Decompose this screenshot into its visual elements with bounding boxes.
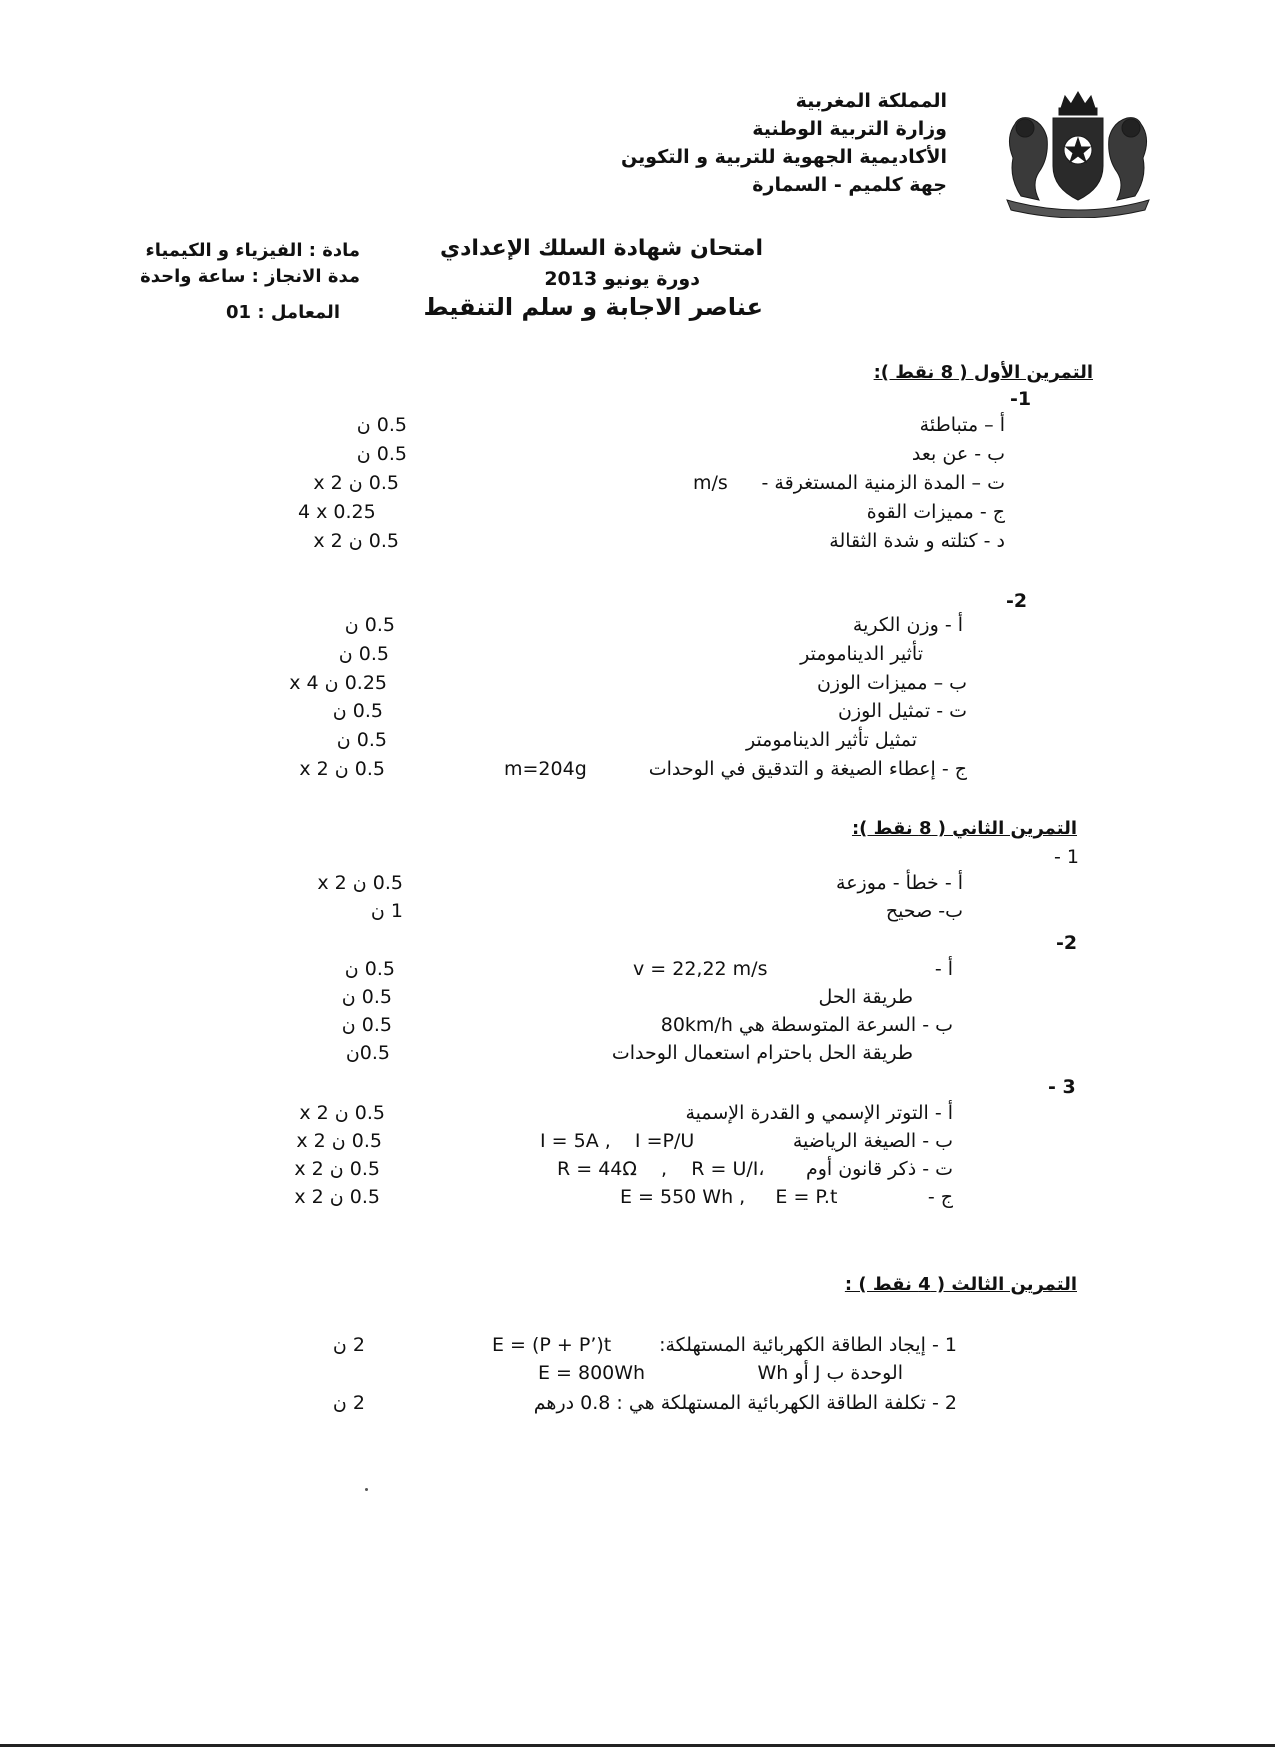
exam-session: دورة يونيو 2013 xyxy=(544,268,700,290)
ex1-q2-b-text: ب – مميزات الوزن xyxy=(816,672,967,694)
ex2-q3-b-extra: I = 5A , I =P/U xyxy=(540,1130,695,1152)
ex1-q2-a-score: 0.5 ن xyxy=(344,614,395,636)
ex2-q3-a-text: أ - التوتر الإسمي و القدرة الإسمية xyxy=(685,1102,953,1124)
ex2-q3-label: - 3 xyxy=(1048,1076,1076,1098)
ex1-q1-j-text: ج - مميزات القوة xyxy=(866,501,1005,523)
ex2-q2-b2-text: طريقة الحل باحترام استعمال الوحدات xyxy=(611,1042,913,1064)
ex2-q3-t-score: 0.5 ن x 2 xyxy=(294,1158,380,1180)
speck xyxy=(365,1488,368,1491)
ex1-q1-t-score: 0.5 ن x 2 xyxy=(313,472,399,494)
ex1-q2-a2-text: تأثير الدينامومتر xyxy=(800,643,923,665)
ex2-q1-a-score: 0.5 ن x 2 xyxy=(317,872,403,894)
ex2-q2-b-text: ب - السرعة المتوسطة هي 80km/h xyxy=(660,1014,953,1036)
ex1-q2-a2-score: 0.5 ن xyxy=(338,643,389,665)
ex3-item3-text: 2 - تكلفة الطاقة الكهربائية المستهلكة هي : 0.8 درهم xyxy=(533,1392,957,1414)
ex1-title: التمرين الأول ( 8 نقط ): xyxy=(873,362,1093,383)
ex1-q1-d-text: د - كتلته و شدة الثقالة xyxy=(829,530,1005,552)
ex2-q2-b2-score: 0.5ن xyxy=(345,1042,390,1064)
ex2-q2-a2-text: طريقة الحل xyxy=(818,986,913,1008)
ex1-q2-j-extra: m=204g xyxy=(504,758,587,780)
exam-subtitle: عناصر الاجابة و سلم التنقيط xyxy=(423,293,763,321)
ex2-q3-j-text: ج - xyxy=(927,1186,953,1208)
ex2-q2-a2-score: 0.5 ن xyxy=(341,986,392,1008)
ex3-item2-extra: E = 800Wh xyxy=(538,1362,646,1384)
exam-coef-label: المعامل xyxy=(270,302,340,323)
ex2-q1-b-text: ب- صحيح xyxy=(885,900,963,922)
ex1-q2-t-text: ت - تمثيل الوزن xyxy=(837,700,967,722)
page-bottom-border xyxy=(0,1744,1275,1747)
ex3-item1-score: 2 ن xyxy=(332,1334,365,1356)
ex3-item1-extra: E = (P + P’)t xyxy=(492,1334,612,1356)
ex3-title: التمرين الثالث ( 4 نقط ) : xyxy=(844,1274,1077,1295)
ex1-q2-j-score: 0.5 ن x 2 xyxy=(299,758,385,780)
ex1-q1-b-text: ب - عن بعد xyxy=(911,443,1005,465)
ex1-q1-b-score: 0.5 ن xyxy=(356,443,407,465)
ex2-q3-b-text: ب - الصيغة الرياضية xyxy=(792,1130,953,1152)
ex3-item2-text: الوحدة ب J أو Wh xyxy=(757,1362,903,1384)
ex2-q3-a-score: 0.5 ن x 2 xyxy=(299,1102,385,1124)
ex2-q2-a-extra: v = 22,22 m/s xyxy=(633,958,768,980)
ex2-q3-j-extra: E = 550 Wh , E = P.t xyxy=(620,1186,838,1208)
ex1-q1-d-score: 0.5 ن x 2 xyxy=(313,530,399,552)
ex2-q3-t-extra: R = 44Ω , R = U/I، xyxy=(557,1158,765,1180)
kingdom-emblem-icon xyxy=(995,88,1161,218)
ex2-q3-j-score: 0.5 ن x 2 xyxy=(294,1186,380,1208)
ex3-item3-score: 2 ن xyxy=(332,1392,365,1414)
ex1-q2-t-score: 0.5 ن xyxy=(332,700,383,722)
ex2-q1-label: - 1 xyxy=(1054,846,1079,868)
ex2-q1-a-text: أ - خطأ - موزعة xyxy=(836,872,963,894)
ex3-item1-text: 1 - إيجاد الطاقة الكهربائية المستهلكة: xyxy=(659,1334,957,1356)
ex1-q1-j-score: 4 x 0.25 xyxy=(298,501,376,523)
ex2-q2-b-score: 0.5 ن xyxy=(341,1014,392,1036)
ex2-q2-a-score: 0.5 ن xyxy=(344,958,395,980)
header-academy: الأكاديمية الجهوية للتربية و التكوين xyxy=(621,146,947,168)
ex1-q1-t-text: ت – المدة الزمنية المستغرقة - xyxy=(761,472,1005,494)
ex1-q2-b-score: 0.25 ن x 4 xyxy=(289,672,387,694)
exam-duration: مدة الانجاز : ساعة واحدة xyxy=(140,266,360,287)
ex2-q2-a-text: أ - xyxy=(934,958,953,980)
ex2-q2-label: -2 xyxy=(1056,932,1078,954)
ex1-q2-t2-score: 0.5 ن xyxy=(336,729,387,751)
ex1-q2-j-text: ج - إعطاء الصيغة و التدقيق في الوحدات xyxy=(648,758,967,780)
header-kingdom: المملكة المغربية xyxy=(795,90,947,112)
ex2-q3-t-text: ت - ذكر قانون أوم xyxy=(805,1158,953,1180)
header-ministry: وزارة التربية الوطنية xyxy=(752,118,947,140)
ex2-title: التمرين الثاني ( 8 نقط ): xyxy=(851,818,1077,839)
ex1-q1-a-text: أ – متباطئة xyxy=(919,414,1005,436)
ex2-q3-b-score: 0.5 ن x 2 xyxy=(296,1130,382,1152)
exam-title: امتحان شهادة السلك الإعدادي xyxy=(439,236,763,261)
ex1-q2-a-text: أ - وزن الكرية xyxy=(852,614,963,636)
ex1-q2-t2-text: تمثيل تأثير الدينامومتر xyxy=(745,729,917,751)
ex1-q2-label: -2 xyxy=(1006,590,1028,612)
header-region: جهة كلميم - السمارة xyxy=(752,174,947,196)
ex2-q1-b-score: 1 ن xyxy=(370,900,403,922)
ex1-q1-label: -1 xyxy=(1010,388,1032,410)
exam-subject: مادة : الفيزياء و الكيمياء xyxy=(145,240,360,261)
ex1-q1-a-score: 0.5 ن xyxy=(356,414,407,436)
exam-coef-value: 01 : xyxy=(226,302,265,323)
ex1-q1-t-extra: m/s xyxy=(693,472,728,494)
